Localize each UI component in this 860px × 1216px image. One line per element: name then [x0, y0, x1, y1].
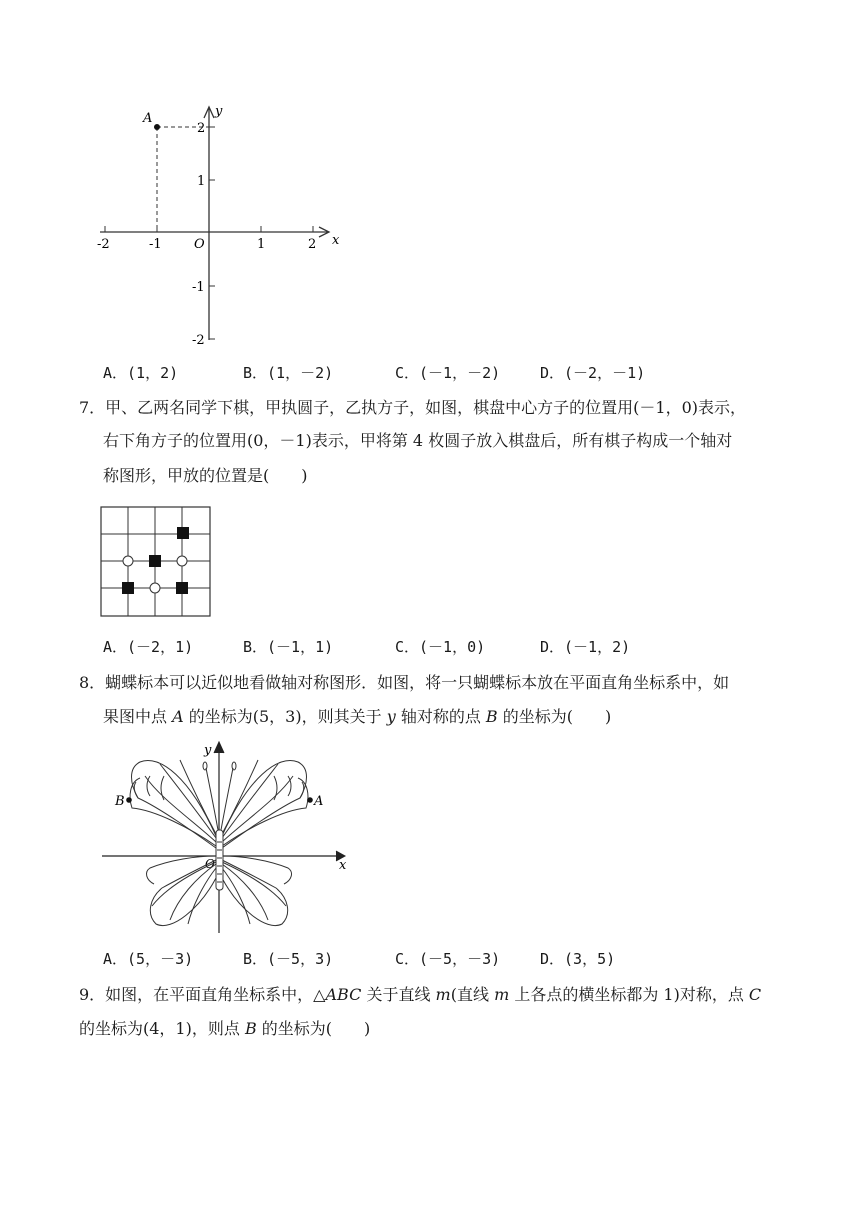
q6-point-a [154, 124, 160, 130]
q8-option-a[interactable]: A．(5，－3) [103, 950, 194, 968]
q6-option-c[interactable]: C．(－1，－2) [395, 364, 501, 382]
q6-y-tick: 1 [197, 174, 206, 189]
q6-origin-label: O [194, 237, 205, 252]
q7-option-a[interactable]: A．(－2，1) [103, 638, 194, 656]
q6-x-tick: 2 [308, 237, 317, 252]
q7-text-line1: 7．甲、乙两名同学下棋，甲执圆子，乙执方子，如图，棋盘中心方子的位置用(－1，0)表示， [79, 398, 747, 417]
q8-y-axis-label: y [204, 743, 212, 758]
q7-text-line3: 称图形，甲放的位置是( ) [103, 466, 308, 485]
q8-option-d[interactable]: D．(3，5) [540, 950, 616, 968]
q7-square-piece [177, 527, 189, 539]
q7-square-piece [122, 582, 134, 594]
q7-round-piece [177, 556, 187, 566]
q7-round-piece [150, 583, 160, 593]
q8-right-label: A [314, 794, 324, 809]
q8-text-line1: 8．蝴蝶标本可以近似地看做轴对称图形．如图，将一只蝴蝶标本放在平面直角坐标系中，如 [79, 673, 730, 692]
q6-x-tick: 1 [257, 237, 266, 252]
q6-option-a[interactable]: A．(1，2) [103, 364, 179, 382]
q6-option-b[interactable]: B．(1，－2) [243, 364, 334, 382]
q8-point-a [307, 797, 313, 803]
q9-text-line1: 9．如图，在平面直角坐标系中，△ABC 关于直线 m(直线 m 上各点的横坐标都为 1)对称，点 C [79, 985, 762, 1004]
q6-y-tick: -1 [192, 280, 205, 295]
q7-chess-board [100, 506, 212, 618]
q7-option-c[interactable]: C．(－1，0) [395, 638, 486, 656]
q8-x-axis-label: x [339, 858, 347, 873]
q6-y-tick: 2 [197, 121, 206, 136]
q6-x-axis-label: x [332, 233, 340, 248]
q8-option-c[interactable]: C．(－5，－3) [395, 950, 501, 968]
q8-option-b[interactable]: B．(－5，3) [243, 950, 334, 968]
q6-y-axis-label: y [215, 104, 223, 119]
q6-x-tick: -1 [149, 237, 162, 252]
q8-text-line2: 果图中点 A 的坐标为(5，3)，则其关于 y 轴对称的点 B 的坐标为( ) [103, 707, 612, 726]
q6-point-label: A [143, 111, 153, 126]
q7-round-piece [123, 556, 133, 566]
q7-square-piece [176, 582, 188, 594]
q7-option-b[interactable]: B．(－1，1) [243, 638, 334, 656]
q6-option-d[interactable]: D．(－2，－1) [540, 364, 646, 382]
q7-text-line2: 右下角方子的位置用(0，－1)表示，甲将第 4 枚圆子放入棋盘后，所有棋子构成一个轴对 [103, 431, 733, 450]
q8-origin-label: O [205, 857, 215, 871]
q8-left-label: B [115, 794, 125, 809]
q6-y-tick: -2 [192, 333, 205, 348]
q9-text-line2: 的坐标为(4，1)，则点 B 的坐标为( ) [79, 1019, 371, 1038]
q7-option-d[interactable]: D．(－1，2) [540, 638, 631, 656]
q8-point-b [126, 797, 132, 803]
q6-x-tick: -2 [97, 237, 110, 252]
q8-butterfly-figure [100, 738, 360, 938]
q7-square-piece [149, 555, 161, 567]
q6-coordinate-figure [88, 100, 348, 355]
